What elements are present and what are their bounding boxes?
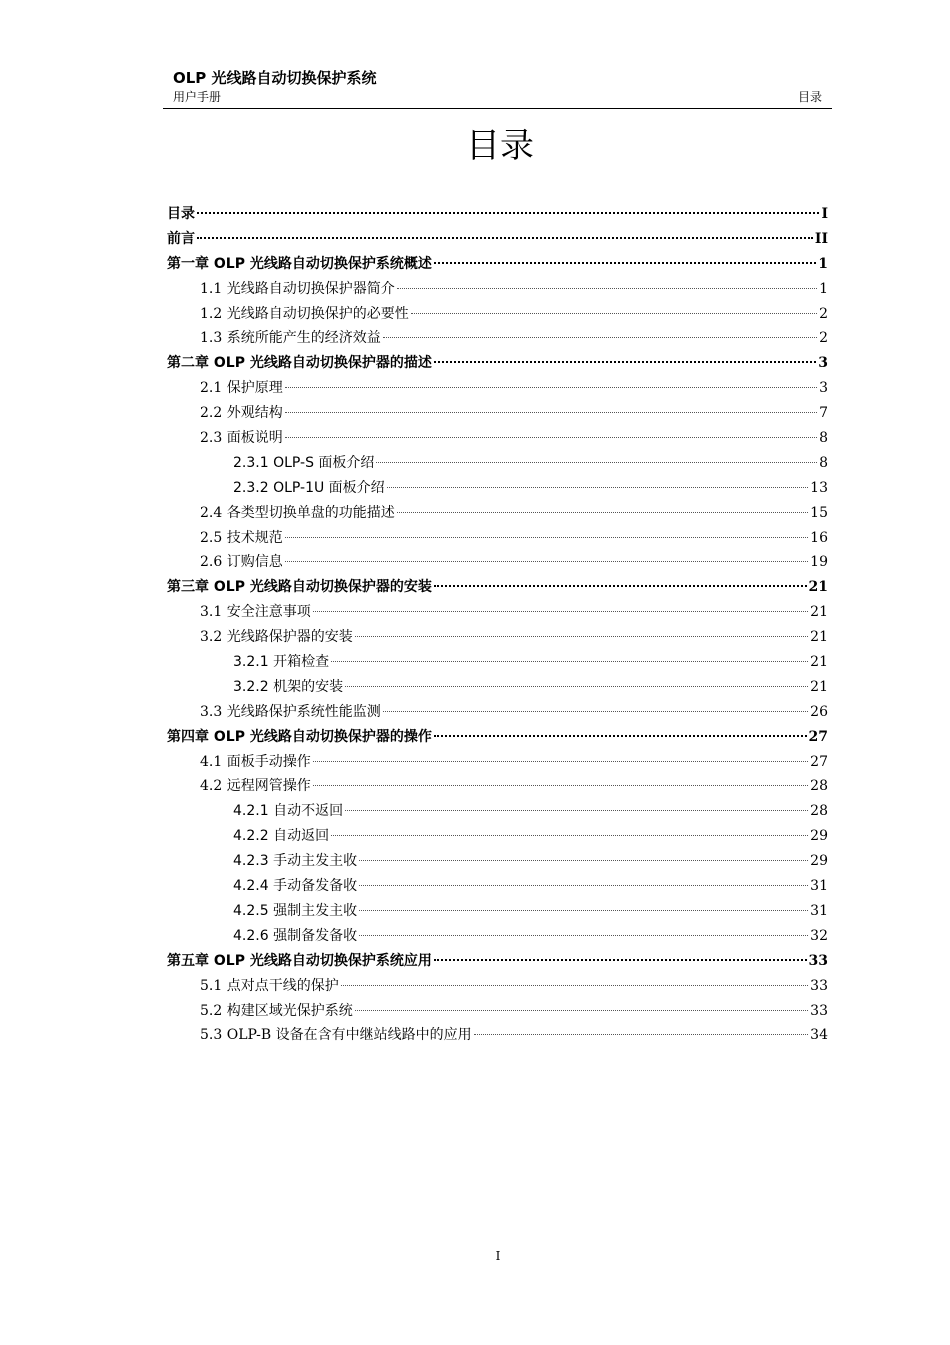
toc-entry-page: 2 <box>819 305 828 322</box>
toc-entry-label: 2.3.1 OLP-S 面板介绍 <box>233 454 375 471</box>
toc-dot-leader <box>285 537 808 538</box>
toc-entry-label: 5.1 点对点干线的保护 <box>200 977 339 994</box>
toc-entry[interactable] <box>167 924 828 949</box>
toc-entry-page: 8 <box>819 430 828 447</box>
toc-entry[interactable] <box>167 501 828 526</box>
toc-entry[interactable] <box>167 774 828 799</box>
toc-entry[interactable] <box>167 899 828 924</box>
toc-dot-leader <box>285 437 817 438</box>
toc-entry[interactable] <box>167 326 828 351</box>
toc-entry-label: 目录 <box>167 206 195 222</box>
toc-dot-leader <box>345 686 808 687</box>
toc-entry[interactable] <box>167 799 828 824</box>
toc-dot-leader <box>434 735 807 737</box>
toc-entry-page: 27 <box>810 753 828 770</box>
toc-entry[interactable] <box>167 227 828 252</box>
toc-entry-page: 28 <box>810 803 828 820</box>
toc-entry-page: I <box>821 206 828 222</box>
document-title: OLP 光线路自动切换保护系统 <box>173 69 377 87</box>
toc-entry-page: 33 <box>810 977 828 994</box>
toc-entry-label: 前言 <box>167 230 195 247</box>
toc-dot-leader <box>331 835 808 836</box>
page-header <box>163 68 832 109</box>
toc-entry[interactable] <box>167 550 828 575</box>
toc-entry-label: 3.3 光线路保护系统性能监测 <box>200 703 381 720</box>
toc-dot-leader <box>411 313 817 314</box>
toc-entry-label: 2.3.2 OLP-1U 面板介绍 <box>233 479 385 496</box>
toc-entry[interactable] <box>167 302 828 327</box>
toc-dot-leader <box>359 935 808 936</box>
toc-dot-leader <box>434 361 816 363</box>
toc-entry[interactable] <box>167 824 828 849</box>
toc-entry[interactable] <box>167 526 828 551</box>
toc-entry-label: 2.2 外观结构 <box>200 405 283 422</box>
toc-entry[interactable] <box>167 202 828 227</box>
toc-entry-label: 4.2 远程网管操作 <box>200 778 311 795</box>
toc-entry-page: 33 <box>810 1002 828 1019</box>
toc-entry[interactable] <box>167 974 828 999</box>
toc-entry[interactable] <box>167 401 828 426</box>
toc-entry[interactable] <box>167 675 828 700</box>
header-rule <box>163 108 832 109</box>
toc-dot-leader <box>341 985 808 986</box>
toc-entry[interactable] <box>167 949 828 974</box>
toc-entry-page: 21 <box>810 629 828 646</box>
toc-entry-page: 13 <box>810 479 828 496</box>
toc-entry-label: 5.3 OLP-B 设备在含有中继站线路中的应用 <box>200 1027 472 1044</box>
toc-entry-page: 2 <box>819 330 828 347</box>
page-number: I <box>495 1249 501 1263</box>
toc-entry-label: 1.1 光线路自动切换保护器简介 <box>200 280 395 297</box>
toc-entry-label: 4.2.1 自动不返回 <box>233 803 344 820</box>
toc-entry[interactable] <box>167 351 828 376</box>
toc-entry-page: 27 <box>808 728 828 745</box>
toc-entry-label: 2.4 各类型切换单盘的功能描述 <box>200 504 395 521</box>
toc-entry-label: 3.1 安全注意事项 <box>200 604 311 621</box>
toc-entry-page: 7 <box>819 405 828 422</box>
toc-dot-leader <box>376 462 817 463</box>
toc-dot-leader <box>434 262 816 264</box>
toc-entry[interactable] <box>167 252 828 277</box>
toc-entry-page: 1 <box>818 255 828 272</box>
toc-entry[interactable] <box>167 725 828 750</box>
toc-dot-leader <box>434 959 807 961</box>
toc-entry[interactable] <box>167 700 828 725</box>
toc-entry-page: 26 <box>810 703 828 720</box>
toc-entry-page: 21 <box>810 678 828 695</box>
toc-dot-leader <box>355 636 808 637</box>
toc-entry-label: 5.2 构建区域光保护系统 <box>200 1002 353 1019</box>
toc-entry-label: 2.6 订购信息 <box>200 554 283 571</box>
toc-entry-label: 3.2 光线路保护器的安装 <box>200 629 353 646</box>
toc-entry[interactable] <box>167 575 828 600</box>
toc-entry-page: 29 <box>810 853 828 870</box>
toc-entry[interactable] <box>167 1023 828 1048</box>
toc-entry[interactable] <box>167 650 828 675</box>
header-subline <box>163 88 832 106</box>
toc-dot-leader <box>387 487 808 488</box>
toc-entry-page: 21 <box>810 604 828 621</box>
toc-entry-label: 2.1 保护原理 <box>200 380 283 397</box>
toc-dot-leader <box>359 910 808 911</box>
toc-entry-page: 31 <box>810 902 828 919</box>
toc-dot-leader <box>383 711 808 712</box>
toc-entry-label: 第五章 OLP 光线路自动切换保护系统应用 <box>167 952 432 969</box>
toc-entry-page: 3 <box>819 380 828 397</box>
toc-entry[interactable] <box>167 999 828 1024</box>
toc-entry-label: 4.2.2 自动返回 <box>233 828 330 845</box>
toc-entry-page: 32 <box>810 927 828 944</box>
toc-dot-leader <box>383 337 817 338</box>
toc-entry-page: 16 <box>810 529 828 546</box>
toc-entry-label: 第四章 OLP 光线路自动切换保护器的操作 <box>167 728 432 745</box>
toc-entry-label: 2.3 面板说明 <box>200 430 283 447</box>
toc-entry-page: 3 <box>818 355 828 372</box>
toc-dot-leader <box>355 1010 808 1011</box>
toc-entry-page: 33 <box>808 952 828 969</box>
toc-entry-label: 3.2.2 机架的安装 <box>233 678 344 695</box>
toc-entry-label: 第三章 OLP 光线路自动切换保护器的安装 <box>167 579 432 596</box>
toc-entry[interactable] <box>167 451 828 476</box>
toc-entry-page: 31 <box>810 878 828 895</box>
toc-entry-label: 第一章 OLP 光线路自动切换保护系统概述 <box>167 255 432 272</box>
toc-entry-label: 4.2.4 手动备发备收 <box>233 878 358 895</box>
toc-entry-page: 28 <box>810 778 828 795</box>
toc-entry[interactable] <box>167 874 828 899</box>
toc-entry-page: 34 <box>810 1027 828 1044</box>
toc-entry-label: 4.2.6 强制备发备收 <box>233 927 358 944</box>
toc-entry-label: 4.2.5 强制主发主收 <box>233 902 358 919</box>
document-subtitle: 用户手册 <box>173 90 222 104</box>
toc-dot-leader <box>331 661 808 662</box>
toc-entry-label: 第二章 OLP 光线路自动切换保护器的描述 <box>167 355 432 372</box>
table-of-contents <box>167 202 828 1048</box>
toc-entry[interactable] <box>167 750 828 775</box>
toc-entry[interactable] <box>167 476 828 501</box>
toc-entry-page: 15 <box>810 504 828 521</box>
toc-dot-leader <box>285 561 808 562</box>
toc-entry-page: 8 <box>819 454 828 471</box>
toc-entry-page: 29 <box>810 828 828 845</box>
toc-entry-page: 21 <box>810 654 828 671</box>
toc-dot-leader <box>434 585 807 587</box>
toc-entry[interactable] <box>167 376 828 401</box>
toc-entry-page: 19 <box>810 554 828 571</box>
page-title: 目录 <box>466 126 534 166</box>
section-name: 目录 <box>797 90 822 104</box>
toc-entry-label: 1.2 光线路自动切换保护的必要性 <box>200 305 409 322</box>
toc-entry[interactable] <box>167 600 828 625</box>
toc-dot-leader <box>313 761 808 762</box>
toc-dot-leader <box>474 1034 809 1035</box>
toc-dot-leader <box>345 810 808 811</box>
toc-dot-leader <box>285 412 817 413</box>
toc-entry[interactable] <box>167 426 828 451</box>
toc-dot-leader <box>313 611 808 612</box>
toc-dot-leader <box>197 212 819 214</box>
toc-entry[interactable] <box>167 277 828 302</box>
toc-entry-label: 4.2.3 手动主发主收 <box>233 853 358 870</box>
toc-entry-page: II <box>814 230 828 247</box>
toc-dot-leader <box>397 288 817 289</box>
toc-entry-label: 3.2.1 开箱检查 <box>233 654 330 671</box>
toc-dot-leader <box>397 512 808 513</box>
toc-entry-page: 1 <box>819 280 828 297</box>
toc-entry-label: 1.3 系统所能产生的经济效益 <box>200 330 381 347</box>
toc-entry[interactable] <box>167 625 828 650</box>
toc-entry-label: 2.5 技术规范 <box>200 529 283 546</box>
toc-entry-label: 4.1 面板手动操作 <box>200 753 311 770</box>
toc-dot-leader <box>359 885 808 886</box>
toc-dot-leader <box>313 785 808 786</box>
toc-dot-leader <box>359 860 808 861</box>
toc-entry-page: 21 <box>808 579 828 596</box>
toc-entry[interactable] <box>167 849 828 874</box>
toc-dot-leader <box>197 237 813 239</box>
toc-dot-leader <box>285 387 817 388</box>
